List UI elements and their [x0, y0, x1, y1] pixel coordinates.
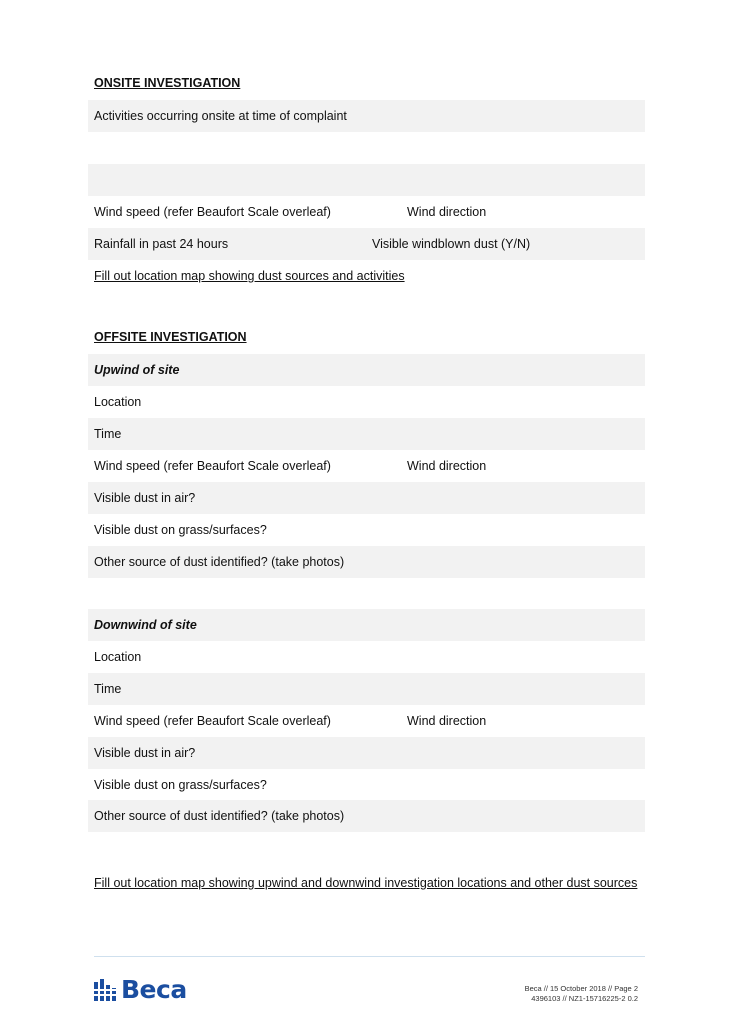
- offsite-heading: OFFSITE INVESTIGATION: [94, 330, 247, 344]
- beca-logo-text: Beca: [121, 975, 187, 1004]
- upwind-title-row: [88, 354, 645, 386]
- activities-row[interactable]: [88, 100, 645, 132]
- downwind-title: Downwind of site: [94, 618, 197, 632]
- onsite-wind-speed-label: Wind speed (refer Beaufort Scale overleaf): [94, 205, 331, 219]
- activities-answer-row[interactable]: [88, 132, 645, 164]
- downwind-wind-speed-label: Wind speed (refer Beaufort Scale overleaf): [94, 714, 331, 728]
- upwind-dust-air-row[interactable]: [88, 482, 645, 514]
- downwind-wind-direction-label: Wind direction: [407, 714, 487, 728]
- upwind-location-label: Location: [94, 395, 142, 409]
- onsite-map-instruction: Fill out location map showing dust sources and activities: [94, 269, 405, 283]
- downwind-dust-grass-label: Visible dust on grass/surfaces?: [94, 778, 267, 792]
- downwind-time-label: Time: [94, 682, 122, 696]
- upwind-wind-row[interactable]: [88, 450, 645, 482]
- onsite-heading: ONSITE INVESTIGATION: [94, 76, 241, 90]
- upwind-wind-speed-label: Wind speed (refer Beaufort Scale overleaf): [94, 459, 331, 473]
- downwind-dust-air-row[interactable]: [88, 737, 645, 769]
- upwind-dust-air-label: Visible dust in air?: [94, 491, 196, 505]
- footer-line-2: 4396103 // NZ1-15716225-2 0.2: [531, 994, 638, 1003]
- downwind-dust-air-label: Visible dust in air?: [94, 746, 196, 760]
- activities-answer-row-2[interactable]: [88, 164, 645, 196]
- downwind-other-source-row[interactable]: [88, 800, 645, 832]
- downwind-location-row[interactable]: [88, 641, 645, 673]
- windblown-dust-label: Visible windblown dust (Y/N): [372, 237, 531, 251]
- upwind-other-source-row[interactable]: [88, 546, 645, 578]
- onsite-wind-direction-label: Wind direction: [407, 205, 487, 219]
- downwind-title-row: [88, 609, 645, 641]
- upwind-dust-grass-row[interactable]: [88, 514, 645, 546]
- beca-logo-mark-icon: [94, 979, 118, 1001]
- downwind-dust-grass-row[interactable]: [88, 769, 645, 801]
- upwind-title: Upwind of site: [94, 363, 180, 377]
- downwind-other-source-label: Other source of dust identified? (take photos): [94, 809, 345, 823]
- rainfall-label: Rainfall in past 24 hours: [94, 237, 229, 251]
- footer-divider: [94, 956, 645, 957]
- upwind-location-row[interactable]: [88, 386, 645, 418]
- beca-logo: [94, 975, 187, 1004]
- rainfall-row[interactable]: [88, 228, 645, 260]
- downwind-time-row[interactable]: [88, 673, 645, 705]
- downwind-wind-row[interactable]: [88, 705, 645, 737]
- upwind-time-row[interactable]: [88, 418, 645, 450]
- upwind-time-label: Time: [94, 427, 122, 441]
- offsite-map-instruction: Fill out location map showing upwind and downwind investigation locations and other dust sources: [94, 876, 638, 890]
- activities-label: Activities occurring onsite at time of complaint: [94, 109, 347, 123]
- footer-meta: [525, 984, 638, 1004]
- upwind-wind-direction-label: Wind direction: [407, 459, 487, 473]
- footer-line-1: Beca // 15 October 2018 // Page 2: [524, 984, 638, 993]
- upwind-dust-grass-label: Visible dust on grass/surfaces?: [94, 523, 267, 537]
- downwind-location-label: Location: [94, 650, 142, 664]
- upwind-other-source-label: Other source of dust identified? (take photos): [94, 555, 345, 569]
- onsite-wind-row[interactable]: [88, 196, 645, 228]
- onsite-map-row: [88, 260, 645, 292]
